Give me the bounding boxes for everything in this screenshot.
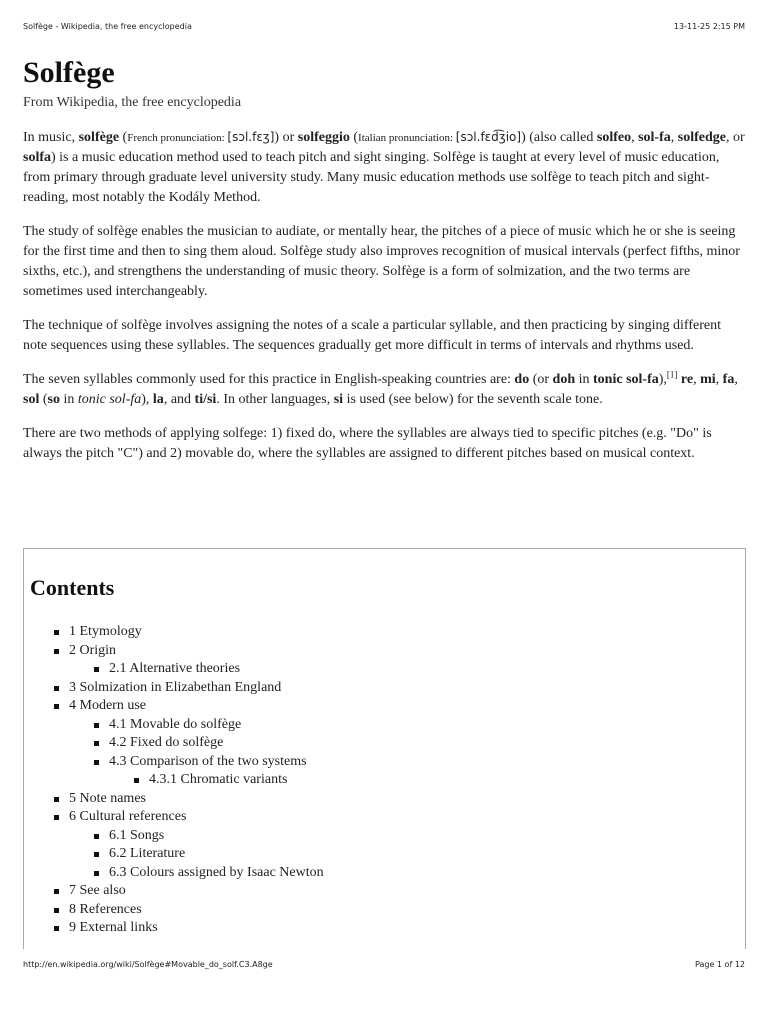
bullet-icon [134,778,139,783]
bullet-icon [54,815,59,820]
ipa-italian: [sɔl.fɛd͡ʒio] [455,130,522,144]
term-solfa: solfa [23,150,51,165]
syllable-do: do [514,372,530,387]
syllable-si: si [333,392,344,407]
toc-item-etymology[interactable] [24,623,745,642]
toc-link[interactable]: 7 See also [69,883,126,898]
text: ), [141,392,153,407]
bullet-icon [94,760,99,765]
toc-item-cultural-references[interactable] [24,808,745,827]
text: , or [725,130,745,145]
syllable-fa: fa [722,372,735,387]
bullet-icon [94,723,99,728]
text: ) is a music education method used to teach pitch and sight singing. Solfège is taught at every level of music education, from primary through graduate level university study. Many music education methods use solfège to teach pitch and sight-reading, most notably the Kodály Method. [23,150,720,205]
term-solfedge: solfedge [677,130,726,145]
toc-item-modern-use[interactable] [24,697,745,716]
header-page-title: Solfège - Wikipedia, the free encyclopedia [23,22,192,31]
bullet-icon [94,852,99,857]
toc-link[interactable]: 4.3.1 Chromatic variants [149,772,288,787]
toc-link[interactable]: 4 Modern use [69,698,146,713]
toc-item-chromatic-variants[interactable] [24,771,745,790]
text: ( [39,392,48,407]
toc-item-note-names[interactable] [24,790,745,809]
toc-link[interactable]: 6.2 Literature [109,846,186,861]
text: , [693,372,701,387]
footer-url: http://en.wikipedia.org/wiki/Solfège#Movable_do_solf.C3.A8ge [23,960,273,969]
text: , [631,130,639,145]
text: ( [119,130,128,145]
table-of-contents [23,548,746,949]
toc-item-origin[interactable] [24,642,745,661]
toc-link[interactable]: 5 Note names [69,790,146,806]
text: in [59,392,78,407]
toc-item-external-links[interactable] [24,919,745,938]
page-subtitle: From Wikipedia, the free encyclopedia [23,95,242,110]
text: , [734,372,738,387]
term-sol-fa: sol-fa [638,130,671,145]
toc-link[interactable]: 4.3 Comparison of the two systems [109,753,307,769]
syllable-doh: doh [552,372,576,387]
term-tonic-sol-fa: tonic sol-fa [593,372,659,387]
term-solfeggio: solfeggio [297,130,350,145]
pronunciation-link[interactable]: French pronunciation: [127,132,228,144]
toc-link[interactable]: 9 External links [69,920,158,935]
text: ), [658,372,667,387]
text: is used (see below) for the seventh scale tone. [343,392,603,407]
bullet-icon [54,704,59,709]
text: , and [163,392,195,407]
syllable-re: re [680,372,694,387]
text: ) (also called [521,130,597,145]
toc-link[interactable]: 2 Origin [69,642,117,658]
bullet-icon [94,667,99,672]
syllable-sol: sol [23,392,40,407]
bullet-icon [94,741,99,746]
bullet-icon [54,926,59,931]
article-body [23,127,745,478]
toc-link[interactable]: 6.1 Songs [109,827,165,843]
syllable-mi: mi [700,372,716,387]
bullet-icon [54,908,59,913]
bullet-icon [94,834,99,839]
bullet-icon [54,889,59,894]
text: (or [529,372,553,387]
toc-link[interactable]: 2.1 Alternative theories [109,661,241,676]
citation-link[interactable]: [1] [666,369,678,380]
syllable-so: so [47,392,60,407]
text: In music, [23,130,79,145]
paragraph-intro [23,127,745,208]
term-solfege: solfège [78,130,120,145]
toc-item-literature[interactable] [24,845,745,864]
bullet-icon [94,871,99,876]
toc-link[interactable]: 8 References [69,901,142,917]
toc-link[interactable]: 4.2 Fixed do solfège [109,735,224,750]
bullet-icon [54,797,59,802]
toc-link[interactable]: 3 Solmization in Elizabethan England [69,679,282,695]
term-solfeo: solfeo [596,130,632,145]
toc-list [24,623,745,938]
toc-item-movable-do[interactable] [24,716,745,735]
header-timestamp: 13-11-25 2:15 PM [673,22,745,31]
toc-item-colours-newton[interactable] [24,864,745,883]
toc-item-references[interactable] [24,901,745,920]
toc-title: Contents [30,575,115,600]
ipa-french: [sɔl.fɛʒ] [227,130,275,144]
text: ( [349,130,359,145]
pronunciation-link[interactable]: Italian pronunciation: [358,132,456,144]
toc-item-alternative-theories[interactable] [24,660,745,679]
text: The seven syllables commonly used for this practice in English-speaking countries are: [23,372,515,387]
text: . In other languages, [216,392,334,407]
toc-item-songs[interactable] [24,827,745,846]
syllable-ti-si: ti/si [194,392,217,407]
text: in [575,372,594,387]
toc-link[interactable]: 1 Etymology [69,624,142,639]
toc-item-solmization[interactable] [24,679,745,698]
toc-item-see-also[interactable] [24,882,745,901]
toc-item-fixed-do[interactable] [24,734,745,753]
bullet-icon [54,686,59,691]
term-tonic-sol-fa-italic: tonic sol-fa [77,392,142,407]
paragraph-technique: The technique of solfège involves assigning the notes of a scale a particular syllable, and then practicing by singing different note sequences using these syllables. The sequences gradually get more difficult in terms of intervals and rhythms used. [23,318,721,353]
footer-page-number: Page 1 of 12 [695,960,745,969]
text: , [715,372,723,387]
toc-item-comparison[interactable] [24,753,745,772]
toc-link[interactable]: 4.1 Movable do solfège [109,716,242,732]
page-title: Solfège [23,56,115,89]
text: , [670,130,678,145]
toc-link[interactable]: 6 Cultural references [69,809,187,824]
bullet-icon [54,630,59,635]
syllable-la: la [152,392,164,407]
text: ) or [274,130,298,145]
paragraph-syllables [23,370,745,410]
paragraph-study: The study of solfège enables the musician to audiate, or mentally hear, the pitches of a piece of music which he or she is seeing for the first time and then to sing them aloud. Solfège study also improves recognition of musical intervals (perfect fifths, minor sixths, etc.), and strengthens the understanding of music theory. Solfège is a form of solmization, and the two terms are sometimes used interchangeably. [23,224,740,299]
bullet-icon [54,649,59,654]
toc-link[interactable]: 6.3 Colours assigned by Isaac Newton [109,864,324,880]
paragraph-methods: There are two methods of applying solfege: 1) fixed do, where the syllables are always tied to specific pitches (e.g. "Do" is always the pitch "C") and 2) movable do, where the syllables are assigned to different pitches based on musical context. [23,426,712,461]
